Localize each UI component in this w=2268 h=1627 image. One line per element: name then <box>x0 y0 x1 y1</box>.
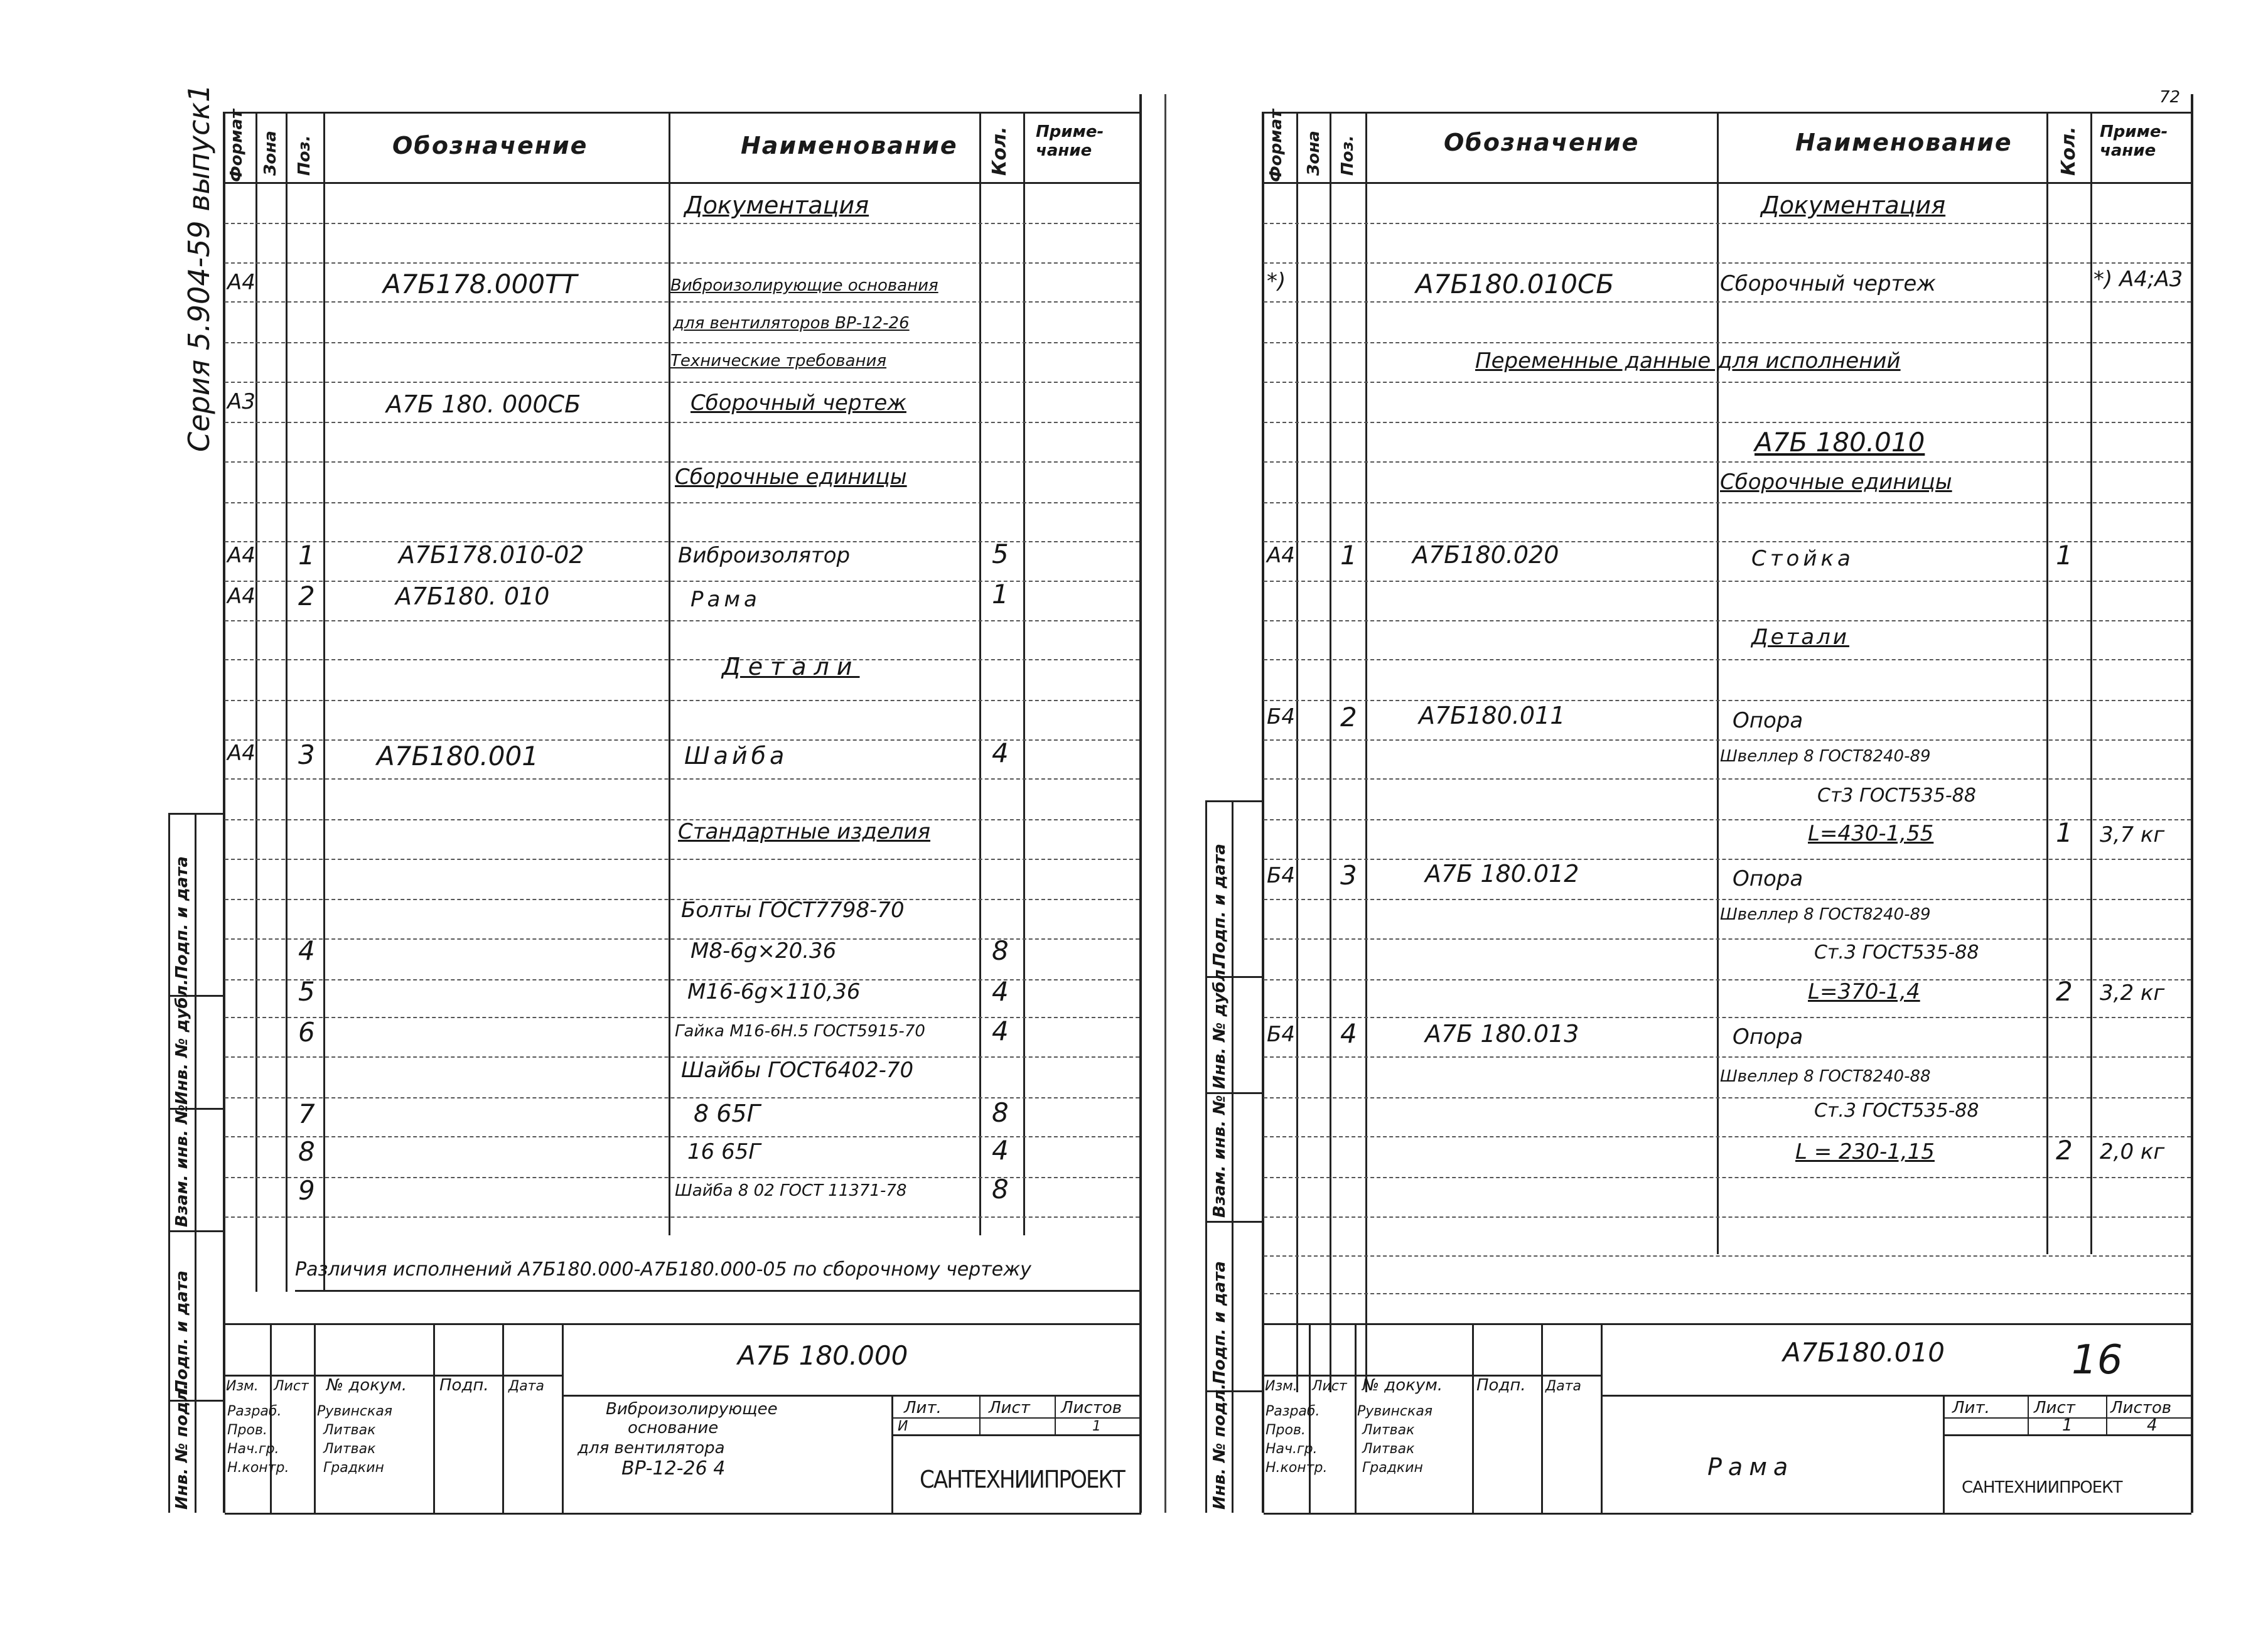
row7-pos: 5 <box>298 976 315 1007</box>
r-row5-qty: 2 <box>2056 1135 2073 1166</box>
r-section-assemblies: Сборочные единицы <box>1720 470 1952 495</box>
tb-role-2: Пров. <box>227 1422 267 1438</box>
tb-role-1: Разраб. <box>227 1404 282 1419</box>
row1-designation: А7Б178.000ТТ <box>383 269 578 299</box>
row7-qty: 4 <box>992 976 1009 1007</box>
r-hdr-pos: Поз. <box>1338 135 1357 176</box>
r-hdr-designation: Обозначение <box>1444 129 1640 156</box>
r-row3-qty: 1 <box>2056 817 2073 848</box>
tb-sheets-label: Листов <box>1061 1399 1122 1417</box>
tb-sheets-value: 1 <box>1092 1419 1101 1434</box>
r-hdr-qty: Кол. <box>2058 126 2080 176</box>
r-row3-format: Б4 <box>1267 704 1295 729</box>
r-hdr-format: Формат <box>1267 109 1286 182</box>
row5-qty: 4 <box>992 738 1009 768</box>
r-row4-pos: 3 <box>1340 860 1357 891</box>
row3-pos: 1 <box>298 540 315 571</box>
r-row1-note: *) А4;А3 <box>2093 267 2183 292</box>
hdr-note: Приме-чание <box>1036 122 1104 160</box>
row4-designation: А7Б180. 010 <box>395 583 550 610</box>
r-row5-note: 2,0 кг <box>2100 1139 2165 1164</box>
r-row4-note: 3,2 кг <box>2100 980 2165 1006</box>
tb-desc-4: ВР-12-26 4 <box>621 1458 726 1479</box>
row5-pos: 3 <box>298 739 315 770</box>
r-tb-name-3: Литвак <box>1362 1441 1415 1457</box>
tb-col-doc: № докум. <box>326 1376 407 1395</box>
r-hdr-note: Приме-чание <box>2100 122 2168 160</box>
r-row5-length: L = 230-1,15 <box>1795 1139 1935 1164</box>
r-tb-org: САНТЕХНИИПРОЕКТ <box>1962 1478 2122 1497</box>
r-side-vzam-inv: Взам. инв. № <box>1210 1095 1229 1218</box>
r-side-sign-date-2: Подп. и дата <box>1210 1261 1229 1384</box>
r-row3-name: Опора <box>1733 708 1803 733</box>
tb-col-sign: Подп. <box>439 1376 489 1395</box>
side-sign-date-2: Подп. и дата <box>173 1270 191 1393</box>
r-row5-sub2: Ст.3 ГОСТ535-88 <box>1814 1100 1979 1122</box>
row8-name: Гайка М16-6Н.5 ГОСТ5915-70 <box>675 1022 925 1041</box>
r-row4-sub1: Швеллер 8 ГОСТ8240-89 <box>1720 905 1931 924</box>
row11-pos: 9 <box>298 1175 315 1206</box>
r-row5-format: Б4 <box>1267 1022 1295 1047</box>
tb-role-4: Н.контр. <box>227 1460 289 1476</box>
r-row2-name: Стойка <box>1751 546 1854 571</box>
r-tb-role-3: Нач.гр. <box>1266 1441 1318 1457</box>
r-row4-designation: А7Б 180.012 <box>1425 860 1579 888</box>
r-tb-role-1: Разраб. <box>1266 1404 1320 1419</box>
r-tb-name-2: Литвак <box>1362 1422 1415 1438</box>
r-row1-name: Сборочный чертеж <box>1720 271 1936 296</box>
tb-col-date: Дата <box>508 1378 544 1394</box>
row4-name: Рама <box>691 587 761 612</box>
tb-desc-2: основание <box>628 1419 719 1437</box>
r-variable-code: А7Б 180.010 <box>1755 427 1925 458</box>
r-tb-col-date: Дата <box>1545 1378 1581 1394</box>
row5-name: Шайба <box>684 742 788 770</box>
section-documentation: Документация <box>684 191 869 219</box>
r-section-documentation: Документация <box>1761 191 1946 219</box>
tb-desc-1: Виброизолирующее <box>606 1400 778 1419</box>
hdr-format: Формат <box>227 109 246 182</box>
r-row2-format: А4 <box>1267 543 1295 568</box>
row8-qty: 4 <box>992 1016 1009 1046</box>
r-tb-lit-label: Лит. <box>1952 1399 1990 1417</box>
row4-pos: 2 <box>298 581 315 611</box>
r-tb-name-4: Градкин <box>1362 1460 1423 1476</box>
tb-name-4: Градкин <box>323 1460 384 1476</box>
r-side-sign-date-1: Подп. и дата <box>1210 844 1229 967</box>
r-row1-designation: А7Б180.010СБ <box>1416 269 1615 299</box>
section-details: Детали <box>722 653 860 680</box>
r-row4-format: Б4 <box>1267 863 1295 888</box>
r-row3-sub2: Ст3 ГОСТ535-88 <box>1817 785 1976 807</box>
r-row2-designation: А7Б180.020 <box>1412 541 1559 569</box>
r-tb-sheet-value: 1 <box>2062 1416 2073 1435</box>
row1-name-3: Технические требования <box>670 352 887 370</box>
r-row5-pos: 4 <box>1340 1018 1357 1049</box>
row3-qty: 5 <box>992 539 1009 569</box>
row-bolts: Болты ГОСТ7798-70 <box>681 898 905 923</box>
row2-designation: А7Б 180. 000СБ <box>386 390 581 418</box>
tb-name-3: Литвак <box>323 1441 376 1457</box>
title-code: А7Б 180.000 <box>738 1340 908 1371</box>
r-tb-sheet-label: Лист <box>2034 1399 2075 1417</box>
row1-name-1: Виброизолирующие основания <box>670 276 938 295</box>
tb-name-2: Литвак <box>323 1422 376 1438</box>
row2-format: А3 <box>227 389 255 414</box>
row11-qty: 8 <box>992 1174 1009 1205</box>
r-tb-col-doc: № докум. <box>1362 1376 1443 1395</box>
tb-desc-3: для вентилятора <box>578 1439 725 1458</box>
r-hdr-zone: Зона <box>1304 131 1323 176</box>
r-tb-role-2: Пров. <box>1266 1422 1306 1438</box>
section-assemblies: Сборочные единицы <box>675 464 907 490</box>
side-inv-dubl: Инв. № дубл. <box>173 979 191 1105</box>
row7-name: М16-6g×110,36 <box>687 979 861 1004</box>
tb-org: САНТЕХНИИПРОЕКТ <box>920 1466 1124 1493</box>
row1-format: А4 <box>227 270 255 295</box>
row3-name: Виброизолятор <box>678 543 851 568</box>
row10-qty: 4 <box>992 1135 1009 1166</box>
r-hdr-name: Наименование <box>1795 129 2013 156</box>
r-side-inv-dubl: Инв. № дубл. <box>1210 963 1229 1089</box>
r-row2-pos: 1 <box>1340 540 1357 571</box>
r-row3-designation: А7Б180.011 <box>1419 702 1566 729</box>
r-variable-data: Переменные данные для исполнений <box>1475 348 1901 373</box>
row4-format: А4 <box>227 584 255 609</box>
row6-name: М8-6g×20.36 <box>691 938 837 964</box>
row6-pos: 4 <box>298 935 315 966</box>
row10-name: 16 65Г <box>687 1139 761 1164</box>
r-tb-col-list: Лист <box>1312 1378 1347 1394</box>
tb-sheet-label: Лист <box>989 1399 1030 1417</box>
r-tb-desc: Рама <box>1707 1453 1795 1481</box>
r-section-details: Детали <box>1751 625 1849 650</box>
row9-qty: 8 <box>992 1097 1009 1128</box>
row5-designation: А7Б180.001 <box>377 741 539 771</box>
tb-role-3: Нач.гр. <box>227 1441 279 1457</box>
hdr-designation: Обозначение <box>392 132 588 159</box>
side-vzam-inv: Взам. инв. № <box>173 1104 191 1227</box>
r-row4-name: Опора <box>1733 866 1803 891</box>
r-title-code: А7Б180.010 <box>1783 1337 1945 1368</box>
row-differences: Различия исполнений А7Б180.000-А7Б180.000-05 по сборочному чертежу <box>295 1259 1031 1281</box>
hdr-pos: Поз. <box>295 135 314 176</box>
row11-name: Шайба 8 02 ГОСТ 11371-78 <box>675 1181 907 1200</box>
row10-pos: 8 <box>298 1136 315 1167</box>
r-row3-pos: 2 <box>1340 702 1357 733</box>
r-row1-format: *) <box>1267 269 1286 294</box>
r-row5-name: Опора <box>1733 1024 1803 1050</box>
row3-format: А4 <box>227 543 255 568</box>
r-row4-qty: 2 <box>2056 976 2073 1007</box>
r-tb-role-4: Н.контр. <box>1266 1460 1328 1476</box>
r-row3-sub1: Швеллер 8 ГОСТ8240-89 <box>1720 747 1931 766</box>
row5-format: А4 <box>227 741 255 766</box>
r-sheet-number: 16 <box>2072 1337 2123 1383</box>
tb-lit-label: Лит. <box>904 1399 942 1417</box>
r-tb-sheets-value: 4 <box>2147 1416 2158 1435</box>
hdr-qty: Кол. <box>989 126 1011 176</box>
tb-name-1: Рувинская <box>317 1404 393 1419</box>
series-label: Серия 5.904-59 выпуск1 <box>182 83 216 452</box>
side-inv-podl: Инв. № подл. <box>173 1383 191 1510</box>
r-side-inv-podl: Инв. № подл. <box>1210 1383 1229 1510</box>
row9-pos: 7 <box>298 1098 315 1129</box>
r-row3-length: L=430-1,55 <box>1808 821 1934 846</box>
row6-qty: 8 <box>992 935 1009 966</box>
tb-col-izm: Изм. <box>226 1378 259 1394</box>
row8-pos: 6 <box>298 1017 315 1048</box>
r-row2-qty: 1 <box>2056 540 2073 571</box>
section-standard: Стандартные изделия <box>678 819 931 844</box>
r-tb-col-izm: Изм. <box>1265 1378 1298 1394</box>
row4-qty: 1 <box>992 579 1009 609</box>
r-row4-length: L=370-1,4 <box>1808 979 1920 1004</box>
row9-name: 8 65Г <box>694 1100 760 1127</box>
r-tb-col-sign: Подп. <box>1476 1376 1526 1395</box>
r-row5-sub1: Швеллер 8 ГОСТ8240-88 <box>1720 1067 1931 1086</box>
r-row3-note: 3,7 кг <box>2100 822 2165 847</box>
row-washers: Шайбы ГОСТ6402-70 <box>681 1058 914 1083</box>
row1-name-2: для вентиляторов ВР-12-26 <box>673 314 910 333</box>
r-row5-designation: А7Б 180.013 <box>1425 1020 1579 1048</box>
side-sign-date-1: Подп. и дата <box>173 856 191 979</box>
hdr-zone: Зона <box>261 131 280 176</box>
r-tb-sheets-label: Листов <box>2110 1399 2172 1417</box>
row2-name: Сборочный чертеж <box>691 390 906 416</box>
r-tb-name-1: Рувинская <box>1357 1404 1433 1419</box>
page-number: 72 <box>2159 88 2181 107</box>
r-row4-sub2: Ст.3 ГОСТ535-88 <box>1814 942 1979 964</box>
row3-designation: А7Б178.010-02 <box>399 541 584 569</box>
hdr-name: Наименование <box>741 132 958 159</box>
tb-lit-value: И <box>898 1419 908 1434</box>
tb-col-list: Лист <box>274 1378 309 1394</box>
